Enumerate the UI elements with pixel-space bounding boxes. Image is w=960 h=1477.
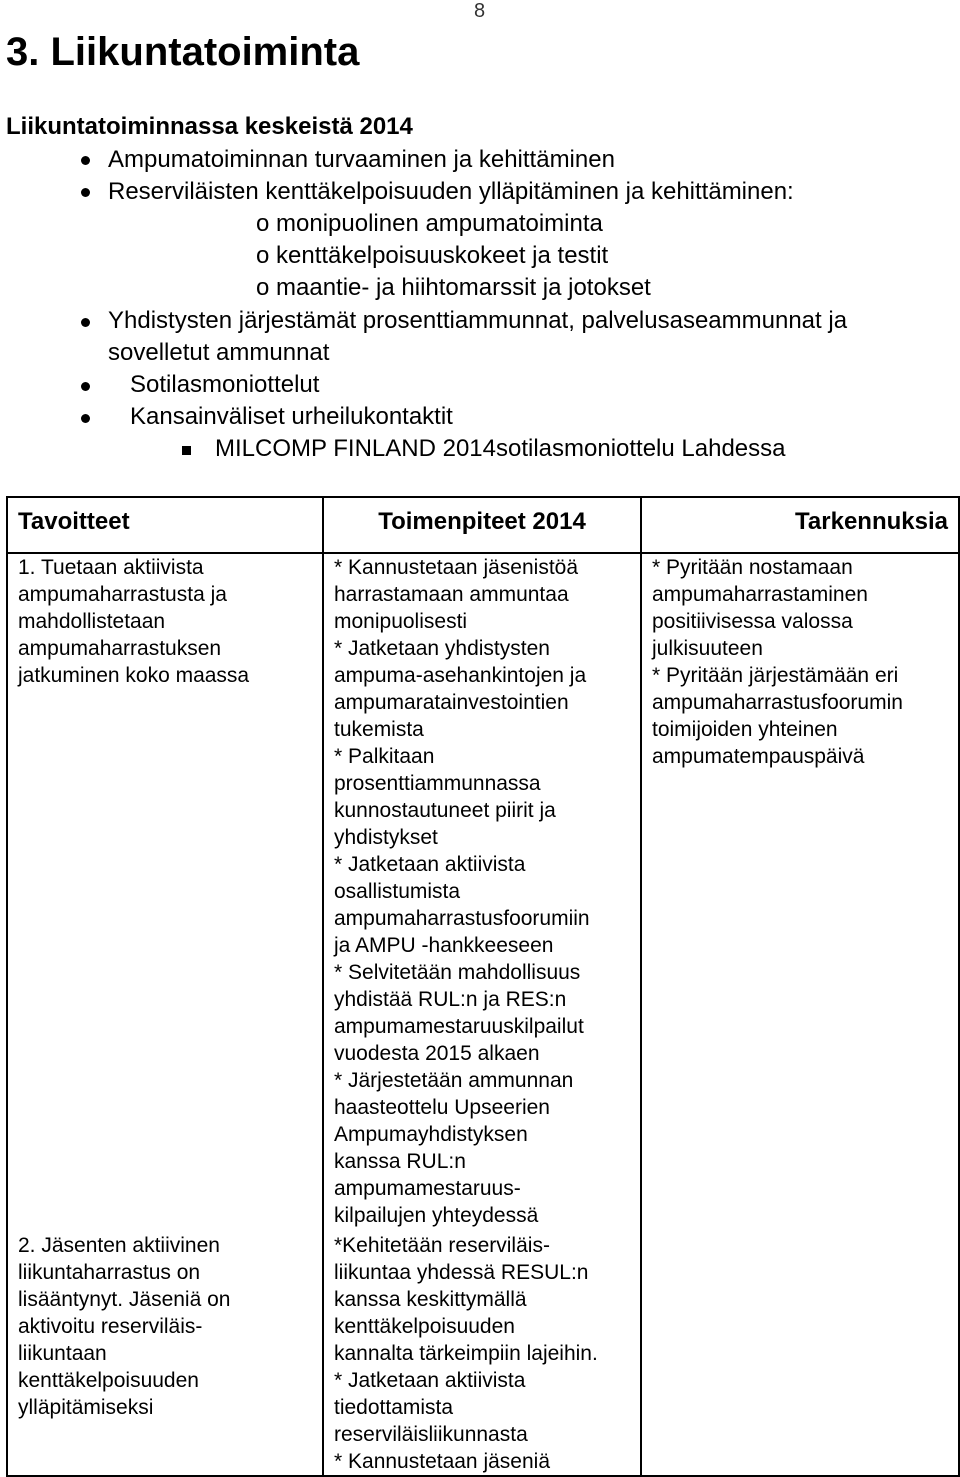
sub-bullet-item: o kenttäkelpoisuuskokeet ja testit [256, 242, 609, 269]
table-cell: * Kannustetaan jäsenistöä harrastamaan ammuntaa monipuolisesti * Jatketaan yhdistysten ampuma-asehankintojen ja ampumaratainvestointien tukemista * Palkitaan prosenttiammunnassa kunnostautuneet piirit ja yhdistykset * Jatketaan aktiivista osallistumista ampumaharrastusfoorumiin ja AMPU -hankkeeseen * Selvitetään mahdollisuus yhdistää RUL:n ja RES:n ampumamestaruuskilpailut vuodesta 2015 alkaen * Järjestetään ammunnan haasteottelu Upseerien Ampumayhdistyksen kanssa RUL:n ampumamestaruus- kilpailujen yhteydessä [323, 553, 641, 1232]
table-cell: * Pyritään nostamaan ampumaharrastaminen positiivisessa valossa julkisuuteen * Pyritään järjestämään eri ampumaharrastusfoorumin toimijoiden yhteinen ampumatempauspäivä [641, 553, 959, 1232]
section-subtitle: Liikuntatoiminnassa keskeistä 2014 [6, 113, 413, 140]
bullet-dot-icon [81, 156, 90, 165]
column-header: Tavoitteet [7, 497, 323, 553]
table-header-row [7, 497, 959, 553]
column-header: Tarkennuksia [641, 497, 959, 553]
table-row [7, 1232, 959, 1476]
bullet-dot-icon [81, 382, 90, 391]
bullet-item: Kansainväliset urheilukontaktit [130, 403, 453, 430]
bullet-item: Ampumatoiminnan turvaaminen ja kehittäminen [108, 146, 615, 173]
bullet-item-continuation: sovelletut ammunnat [108, 339, 330, 366]
table-cell: 2. Jäsenten aktiivinen liikuntaharrastus on lisääntynyt. Jäseniä on aktivoitu reserviläis- liikuntaan kenttäkelpoisuuden ylläpitämiseksi [7, 1232, 323, 1476]
sub-bullet-item: MILCOMP FINLAND 2014sotilasmoniottelu Lahdessa [215, 435, 786, 462]
page-number: 8 [474, 0, 486, 22]
table-cell: *Kehitetään reserviläis- liikuntaa yhdessä RESUL:n kanssa keskittymällä kenttäkelpoisuuden kannalta tärkeimpiin lajeihin. * Jatketaan aktiivista tiedottamista reserviläisliikunnasta * Kannustetaan jäseniä [323, 1232, 641, 1476]
sub-bullet-item: o maantie- ja hiihtomarssit ja jotokset [256, 274, 651, 301]
bullet-item: Yhdistysten järjestämät prosenttiammunnat, palvelusaseammunnat ja [108, 307, 848, 334]
page-title: 3. Liikuntatoiminta [6, 30, 360, 74]
bullet-dot-icon [81, 188, 90, 197]
column-header: Toimenpiteet 2014 [323, 497, 641, 553]
sub-bullet-item: o monipuolinen ampumatoiminta [256, 210, 603, 237]
bullet-dot-icon [81, 318, 90, 327]
table-cell [641, 1232, 959, 1476]
bullet-item: Sotilasmoniottelut [130, 371, 320, 398]
table-row [7, 553, 959, 1232]
bullet-dot-icon [81, 414, 90, 423]
goals-table [6, 496, 960, 1477]
bullet-item: Reserviläisten kenttäkelpoisuuden ylläpitäminen ja kehittäminen: [108, 178, 794, 205]
square-bullet-icon [182, 446, 191, 455]
table-cell: 1. Tuetaan aktiivista ampumaharrastusta ja mahdollistetaan ampumaharrastuksen jatkuminen koko maassa [7, 553, 323, 1232]
